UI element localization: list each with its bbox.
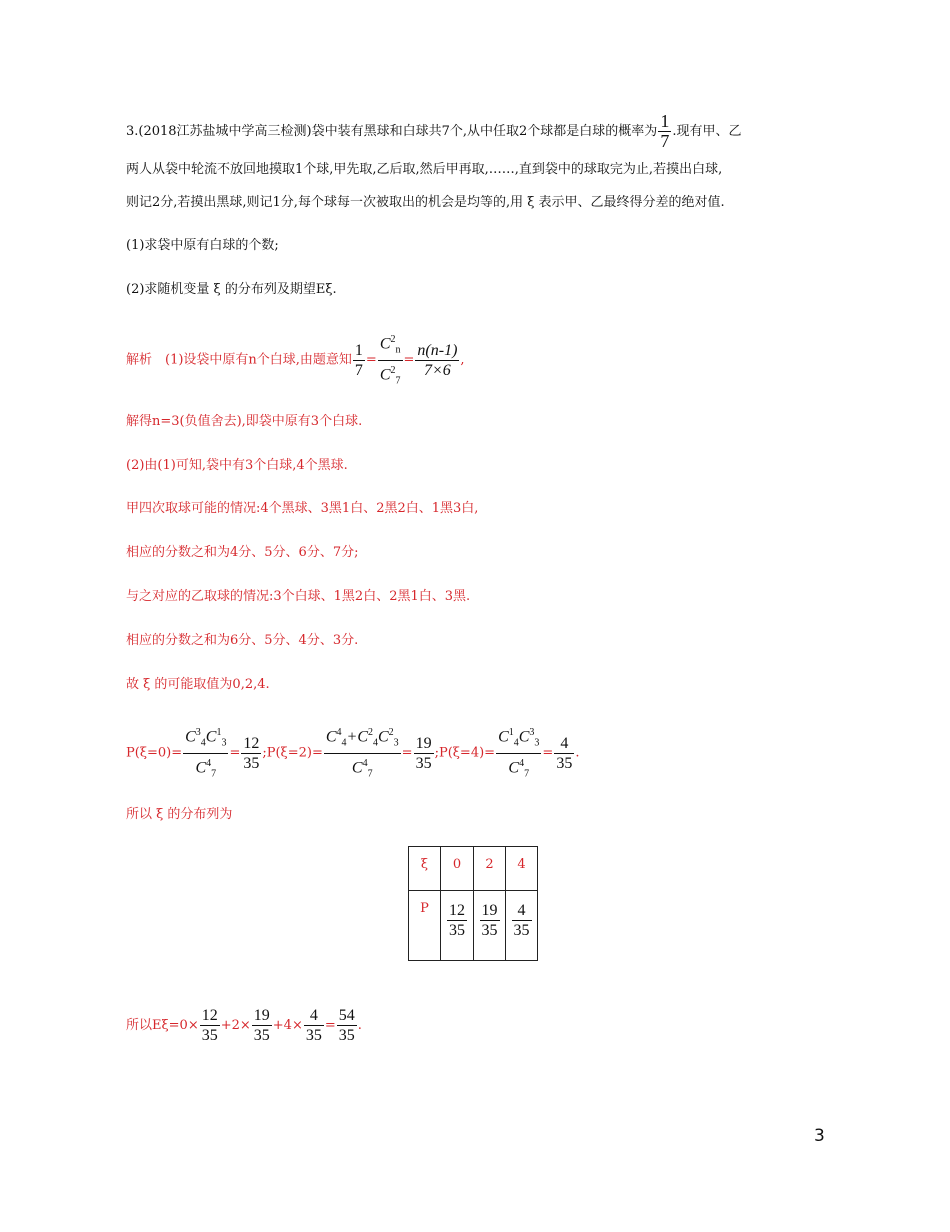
table-header-cell: 4 xyxy=(506,847,538,891)
table-header-row xyxy=(409,847,538,891)
fraction-19-35: $\frac{19}{35}$ xyxy=(253,1007,270,1044)
question-2: (2)求随机变量 ξ 的分布列及期望Eξ. xyxy=(126,282,337,297)
table-header-cell: 0 xyxy=(441,847,474,891)
fraction-one-seventh: $\frac{1}{7}$ xyxy=(354,341,363,379)
fraction-4-35: $\frac{4}{35}$ xyxy=(305,1007,322,1044)
fraction-19-35: $\frac{19}{35}$ xyxy=(415,734,432,772)
fraction-p4: $\frac{C^1_4C^3_3}{C^4_7}$ xyxy=(496,723,541,783)
solution-line-1: 解析 (1)设袋中原有n个白球,由题意知 $\frac{1}{7}$ = $\frac{C^2_n}{C^2_7}$ = $\frac{n(n-1)}{7\times 6}$ , xyxy=(126,330,465,390)
problem-line-3: 则记2分,若摸出黑球,则记1分,每个球每一次被取出的机会是均等的,用 ξ 表示甲、乙最终得分差的绝对值. xyxy=(126,195,725,210)
table-header-cell: ξ xyxy=(409,847,441,891)
question-1: (1)求袋中原有白球的个数; xyxy=(126,238,279,253)
table-cell: $\frac{19}{35}$ xyxy=(474,891,506,961)
problem-line-2: 两人从袋中轮流不放回地摸取1个球,甲先取,乙后取,然后甲再取,……,直到袋中的球取完为止,若摸出白球, xyxy=(126,162,723,177)
solution-line-2: 解得n=3(负值舍去),即袋中原有3个白球. xyxy=(126,414,363,429)
solution-line-5: 相应的分数之和为4分、5分、6分、7分; xyxy=(126,545,359,560)
table-cell: $\frac{12}{35}$ xyxy=(441,891,474,961)
probability-line: P(ξ=0)= $\frac{C^3_4C^1_3}{C^4_7}$ = $\frac{12}{35}$ ;P(ξ=2)= $\frac{C^4_4+C^2_4C^2_3}{C^4_7}$ = $\frac{19}{35}$ ;P(ξ=4)= $\frac{C^1_4C^3_3}{C^4_7}$ = $\frac{4}{35}$ . xyxy=(126,723,579,783)
solution-line-8: 故 ξ 的可能取值为0,2,4. xyxy=(126,677,270,692)
probability-fraction: $\frac{1}{7}$ xyxy=(660,111,670,151)
fraction-combination: $\frac{C^2_n}{C^2_7}$ xyxy=(378,330,403,390)
fraction-54-35: $\frac{54}{35}$ xyxy=(338,1007,355,1044)
problem-line-1: 3.(2018江苏盐城中学高三检测)袋中装有黑球和白球共7个,从中任取2个球都是白球的概率为 $\frac{1}{7}$ .现有甲、乙 xyxy=(126,111,742,151)
fraction-12-35: $\frac{12}{35}$ xyxy=(243,734,260,772)
table-row-label: P xyxy=(409,891,441,961)
solution-line-4: 甲四次取球可能的情况:4个黑球、3黑1白、2黑2白、1黑3白, xyxy=(126,501,479,516)
solution-line-3: (2)由(1)可知,袋中有3个白球,4个黑球. xyxy=(126,458,348,473)
fraction-4-35: $\frac{4}{35}$ xyxy=(556,734,573,772)
table-header-cell: 2 xyxy=(474,847,506,891)
fraction-p2: $\frac{C^4_4+C^2_4C^2_3}{C^4_7}$ xyxy=(324,723,401,783)
expectation-line: 所以Eξ=0× $\frac{12}{35}$ +2× $\frac{19}{35}$ +4× $\frac{4}{35}$ = $\frac{54}{35}$ . xyxy=(126,1007,362,1044)
distribution-table xyxy=(408,846,538,961)
solution-line-6: 与之对应的乙取球的情况:3个白球、1黑2白、2黑1白、3黑. xyxy=(126,589,471,604)
distribution-intro: 所以 ξ 的分布列为 xyxy=(126,807,233,822)
fraction-n-expression: $\frac{n(n-1)}{7\times 6}$ xyxy=(417,341,458,379)
table-row xyxy=(409,891,538,961)
fraction-12-35: $\frac{12}{35}$ xyxy=(201,1007,218,1044)
table-cell: $\frac{4}{35}$ xyxy=(506,891,538,961)
page-number: 3 xyxy=(814,1126,825,1146)
fraction-p0: $\frac{C^3_4C^1_3}{C^4_7}$ xyxy=(183,723,228,783)
solution-line-7: 相应的分数之和为6分、5分、4分、3分. xyxy=(126,633,359,648)
